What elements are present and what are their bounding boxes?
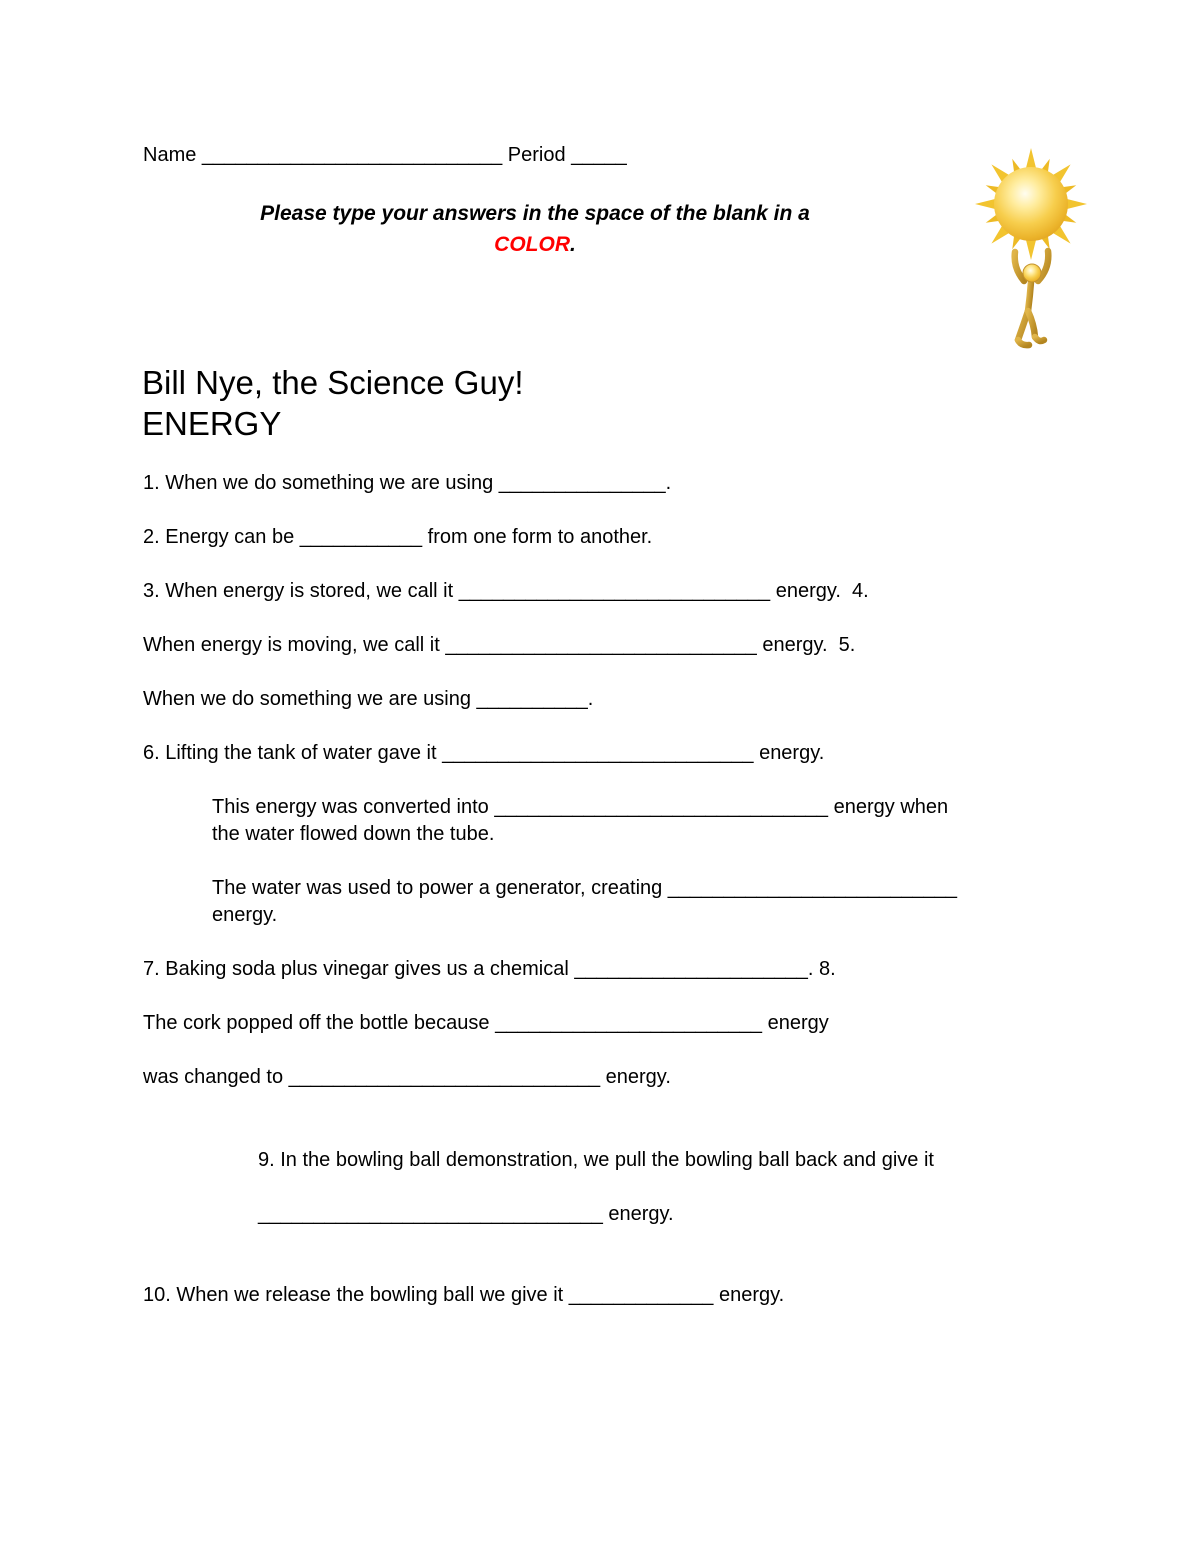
instructions-color-word: COLOR <box>494 233 570 256</box>
question-5-line: When we do something we are using __________. <box>143 688 594 710</box>
figure-head-icon <box>1023 264 1041 282</box>
question-5 <box>143 686 1128 713</box>
question-4 <box>143 632 1128 659</box>
question-1-line: 1. When we do something we are using _______________. <box>143 472 672 494</box>
question-9-line-2: _______________________________ energy. <box>258 1203 674 1225</box>
question-2 <box>143 524 1128 551</box>
instructions-period: . <box>569 233 576 256</box>
question-7-line: 7. Baking soda plus vinegar gives us a chemical _____________________. 8. <box>143 958 836 980</box>
question-2-line: 2. Energy can be ___________ from one form to another. <box>143 526 653 548</box>
worksheet-title <box>142 362 524 444</box>
sun-ball-icon <box>994 167 1068 241</box>
question-6-sub-b-line-2: energy. <box>212 904 278 926</box>
question-9-line-1: 9. In the bowling ball demonstration, we pull the bowling ball back and give it <box>258 1149 934 1171</box>
question-4-line: When energy is moving, we call it ____________________________ energy. 5. <box>143 634 856 656</box>
question-10 <box>143 1282 1128 1309</box>
question-9 <box>258 1147 1128 1228</box>
question-6-sub-b <box>212 875 1128 929</box>
question-10-line: 10. When we release the bowling ball we give it _____________ energy. <box>143 1284 785 1306</box>
title-line-2: ENERGY <box>142 405 282 442</box>
question-3 <box>143 578 1128 605</box>
question-6-line: 6. Lifting the tank of water gave it ____________________________ energy. <box>143 742 825 764</box>
instructions <box>143 198 927 260</box>
question-6 <box>143 740 1128 767</box>
question-1 <box>143 470 1128 497</box>
question-3-line: 3. When energy is stored, we call it ____________________________ energy. 4. <box>143 580 869 602</box>
question-8-line-1-text: The cork popped off the bottle because ________________________ energy <box>143 1012 829 1034</box>
question-6-sub-b-line-1: The water was used to power a generator, creating __________________________ <box>212 877 958 899</box>
title-line-1: Bill Nye, the Science Guy! <box>142 364 524 401</box>
question-8-line-1 <box>143 1010 1128 1037</box>
question-7 <box>143 956 1128 983</box>
name-period-line: Name ___________________________ Period _____ <box>143 144 627 166</box>
question-6-sub-a-line-1: This energy was converted into ______________________________ energy when <box>212 796 949 818</box>
sun-figure-illustration <box>972 140 1090 360</box>
question-8-line-2 <box>143 1064 1128 1091</box>
question-6-sub-a-line-2: the water flowed down the tube. <box>212 823 495 845</box>
questions-list <box>143 470 1128 1336</box>
question-8-line-2-text: was changed to ____________________________ energy. <box>143 1066 671 1088</box>
question-6-sub-a <box>212 794 1128 848</box>
sun-figure-icon <box>972 140 1090 360</box>
instructions-text: Please type your answers in the space of the blank in a <box>260 202 810 225</box>
